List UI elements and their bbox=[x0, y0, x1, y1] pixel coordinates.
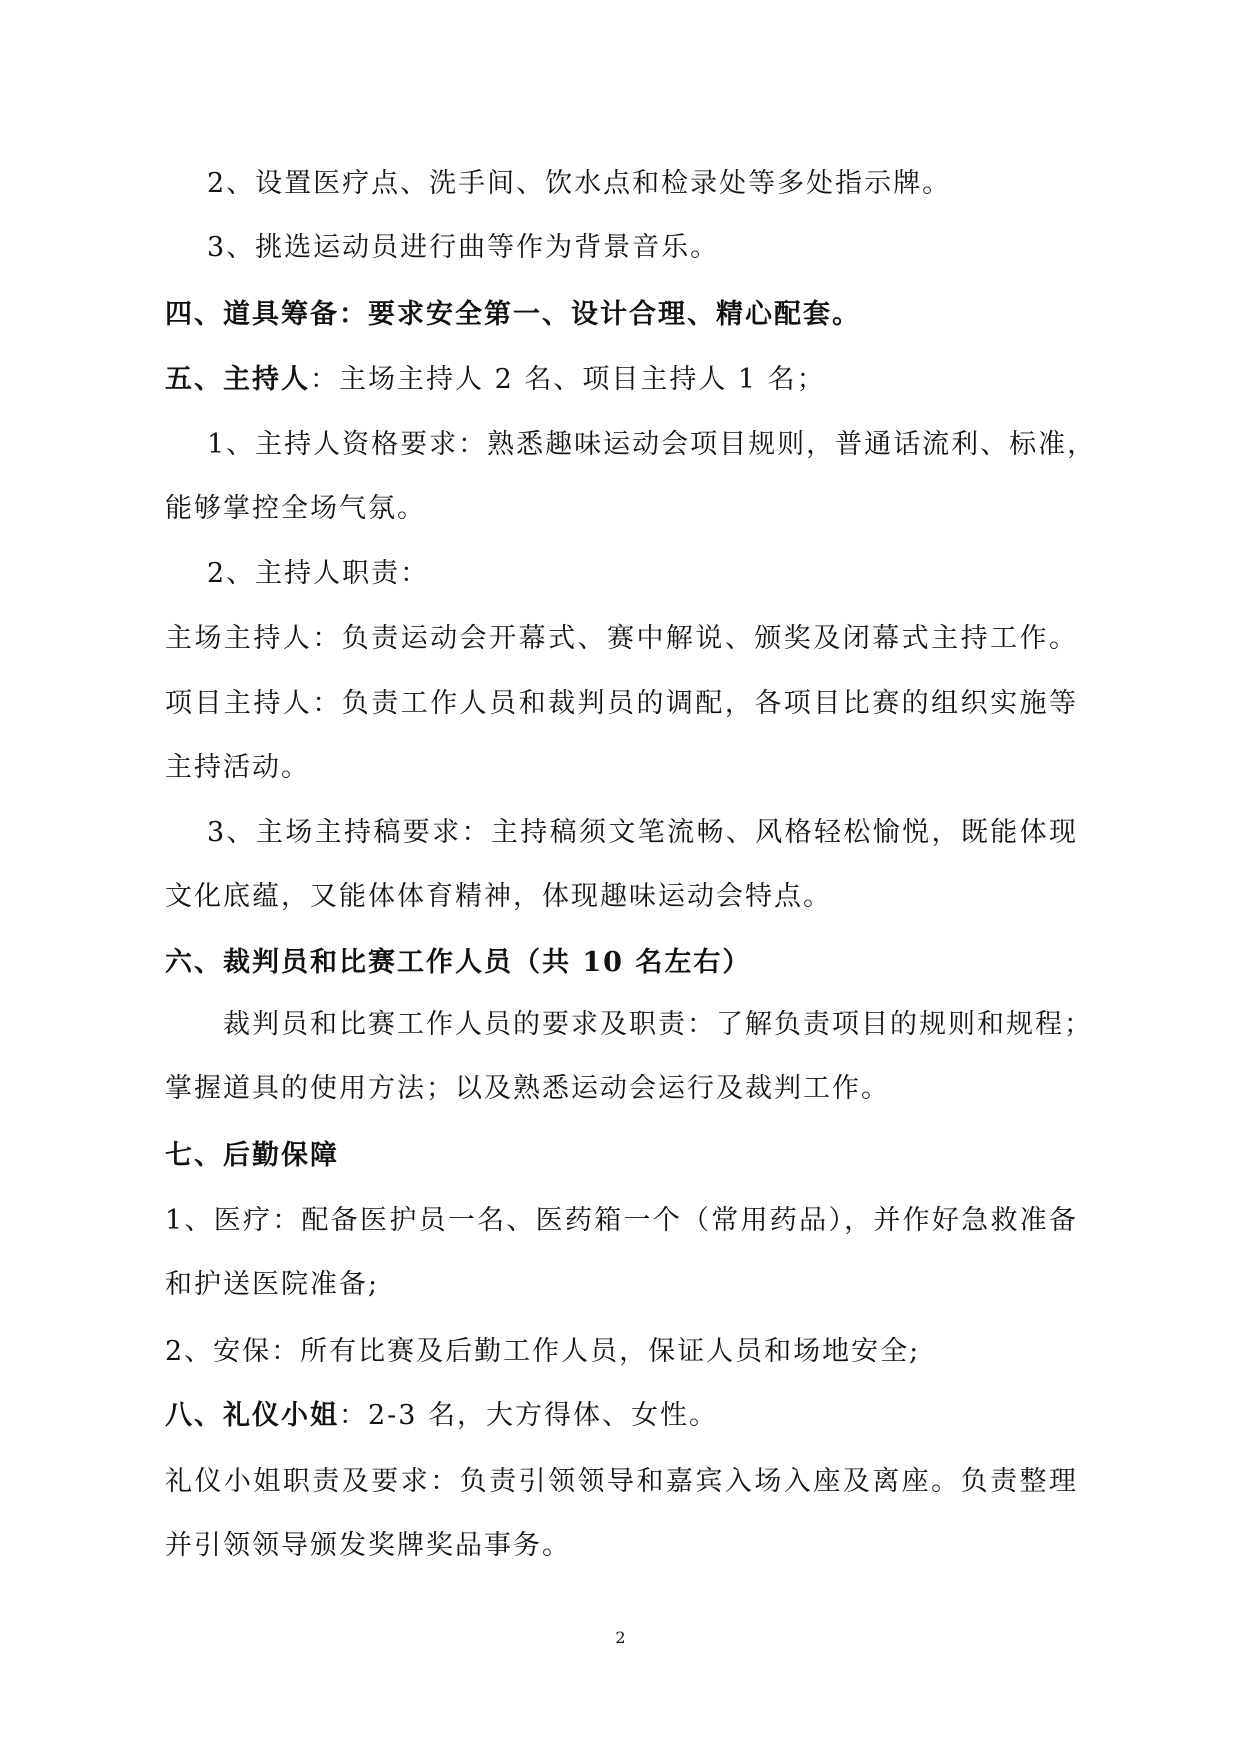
section-heading-4: 四、道具筹备：要求安全第一、设计合理、精心配套。 bbox=[165, 299, 861, 330]
paragraph-line: 主持活动。 bbox=[165, 752, 310, 783]
paragraph-line: 礼仪小姐职责及要求：负责引领领导和嘉宾入场入座及离座。负责整理 bbox=[165, 1466, 1078, 1497]
heading-rest: ：2-3 名，大方得体、女性。 bbox=[339, 1400, 719, 1431]
paragraph-line: 2、主持人职责： bbox=[207, 558, 430, 589]
paragraph-line: 掌握道具的使用方法；以及熟悉运动会运行及裁判工作。 bbox=[165, 1073, 890, 1104]
paragraph-line: 裁判员和比赛工作人员的要求及职责：了解负责项目的规则和规程； bbox=[223, 1009, 1093, 1040]
paragraph-line: 3、主场主持稿要求：主持稿须文笔流畅、风格轻松愉悦，既能体现 bbox=[207, 817, 1078, 848]
heading-text: 八、礼仪小姐 bbox=[165, 1400, 339, 1431]
paragraph-line: 2、安保：所有比赛及后勤工作人员，保证人员和场地安全; bbox=[165, 1336, 921, 1367]
section-heading-5 bbox=[165, 360, 1078, 400]
page-number: 2 bbox=[615, 1628, 626, 1647]
heading-text: 五、主持人 bbox=[165, 364, 310, 395]
paragraph-line: 文化底蕴，又能体体育精神，体现趣味运动会特点。 bbox=[165, 881, 832, 912]
paragraph-line: 2、设置医疗点、洗手间、饮水点和检录处等多处指示牌。 bbox=[207, 168, 952, 199]
paragraph-line: 能够掌控全场气氛。 bbox=[165, 493, 426, 524]
paragraph-line: 主场主持人：负责运动会开幕式、赛中解说、颁奖及闭幕式主持工作。 bbox=[165, 623, 1078, 654]
paragraph-line: 1、医疗：配备医护员一名、医药箱一个（常用药品），并作好急救准备 bbox=[165, 1205, 1078, 1236]
paragraph-line: 1、主持人资格要求：熟悉趣味运动会项目规则，普通话流利、标准， bbox=[207, 429, 1097, 460]
section-heading-8 bbox=[165, 1396, 1078, 1436]
paragraph-line: 和护送医院准备; bbox=[165, 1269, 380, 1300]
heading-rest: ：主场主持人 2 名、项目主持人 1 名； bbox=[310, 364, 826, 395]
section-heading-6: 六、裁判员和比赛工作人员（共 10 名左右） bbox=[165, 947, 752, 978]
paragraph-line: 项目主持人：负责工作人员和裁判员的调配，各项目比赛的组织实施等 bbox=[165, 688, 1078, 719]
section-heading-7: 七、后勤保障 bbox=[165, 1140, 339, 1171]
paragraph-line: 并引领领导颁发奖牌奖品事务。 bbox=[165, 1530, 571, 1561]
paragraph-line: 3、挑选运动员进行曲等作为背景音乐。 bbox=[207, 232, 720, 263]
